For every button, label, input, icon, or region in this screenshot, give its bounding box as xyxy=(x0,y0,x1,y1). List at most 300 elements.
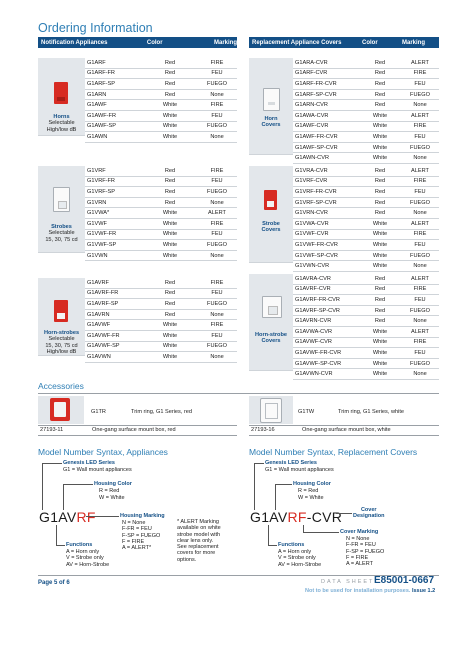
disclaimer: Not to be used for installation purposes. Issue 1.2 xyxy=(305,588,436,594)
cell-marking: FUEGO xyxy=(197,299,237,310)
accessory-g1tr xyxy=(38,396,237,424)
cell-marking: FEU xyxy=(401,348,439,359)
product-table xyxy=(85,166,237,261)
table-row xyxy=(293,197,439,208)
table-row xyxy=(293,218,439,229)
cell-marking: None xyxy=(401,100,439,111)
cell-marking: FIRE xyxy=(401,229,439,240)
cell-color: White xyxy=(143,320,197,331)
cell-model: G1AWF-FR-CVR xyxy=(293,132,359,143)
product-image-cell xyxy=(38,278,85,356)
table-row xyxy=(293,187,439,198)
table-row xyxy=(85,299,237,310)
cell-model: G1VWN-CVR xyxy=(293,261,359,272)
marking-label: Housing Marking xyxy=(120,513,165,519)
cell-color: White xyxy=(359,132,401,143)
cell-color: White xyxy=(359,348,401,359)
cell-model: G1ARF-CVR xyxy=(293,68,359,79)
document-number: E85001-0667 xyxy=(374,575,435,586)
cell-color: Red xyxy=(359,100,401,111)
cell-color: Red xyxy=(359,274,401,284)
cell-color: White xyxy=(143,100,197,111)
accessory-g1tw xyxy=(249,396,439,424)
cell-color: Red xyxy=(143,176,197,187)
cell-model: G1AVWF xyxy=(85,320,143,331)
cell-marking: None xyxy=(197,250,237,261)
cell-model: G1VWF-FR xyxy=(85,229,143,240)
table-row xyxy=(293,89,439,100)
product-image-cell xyxy=(249,274,293,371)
model-code-appliance: G1AVRF xyxy=(39,509,96,525)
cell-model: G1AVRF xyxy=(85,278,143,288)
cell-color: Red xyxy=(359,176,401,187)
product-group xyxy=(38,166,237,261)
cell-marking: FUEGO xyxy=(197,240,237,251)
cell-model: G1VWF xyxy=(85,218,143,229)
cell-marking: FIRE xyxy=(401,121,439,132)
cell-color: White xyxy=(359,229,401,240)
white-horn-cover-icon xyxy=(263,88,280,111)
cover-marking-label: Cover Marking xyxy=(340,529,379,535)
cell-color: Red xyxy=(143,68,197,79)
cell-model: G1AVRF-SP xyxy=(85,299,143,310)
cell-model: G1AVRF-CVR xyxy=(293,284,359,295)
accessory-model-2: 27193-16 xyxy=(251,427,275,433)
cell-model: G1AVWF-SP xyxy=(85,341,143,352)
cell-marking: FUEGO xyxy=(401,358,439,369)
group-label: Horn-strobes Selectable 15, 30, 75 cd High/low dB xyxy=(43,330,80,355)
cell-marking: FIRE xyxy=(197,58,237,68)
white-horn-strobe-cover-icon xyxy=(262,296,282,318)
table-row xyxy=(293,229,439,240)
cell-color: Red xyxy=(143,187,197,198)
cell-model: G1AWF-FR xyxy=(85,110,143,121)
cell-color: White xyxy=(359,153,401,164)
cell-model: G1ARN xyxy=(85,89,143,100)
cell-model: G1AWN xyxy=(85,132,143,143)
table-row xyxy=(293,100,439,111)
cell-color: Red xyxy=(143,299,197,310)
cell-marking: FUEGO xyxy=(401,305,439,316)
product-table xyxy=(293,166,439,272)
table-row xyxy=(293,250,439,261)
table-row xyxy=(85,132,237,143)
table-row xyxy=(85,166,237,176)
functions-lines: A = Horn only V = Strobe only AV = Horn-Strobe xyxy=(66,549,110,568)
cell-marking: ALERT xyxy=(401,218,439,229)
table-row xyxy=(85,229,237,240)
cell-model: G1AVRN xyxy=(85,309,143,320)
cell-marking: None xyxy=(197,132,237,143)
cell-marking: FEU xyxy=(197,176,237,187)
white-strobe-icon xyxy=(53,187,70,212)
cell-color: White xyxy=(359,218,401,229)
cell-model: G1AVRF-SP-CVR xyxy=(293,305,359,316)
product-group xyxy=(38,278,237,363)
cell-model: G1ARF-SP-CVR xyxy=(293,89,359,100)
table-row xyxy=(85,68,237,79)
cell-marking: FIRE xyxy=(401,68,439,79)
replacement-table xyxy=(249,37,439,48)
cell-color: White xyxy=(359,326,401,337)
table-row xyxy=(293,274,439,284)
accessory-model-2: 27193-11 xyxy=(40,427,64,433)
cell-model: G1AWN-CVR xyxy=(293,153,359,164)
cell-color: Red xyxy=(359,89,401,100)
functions-lines: A = Horn only V = Strobe only AV = Horn-Strobe xyxy=(278,549,322,568)
cell-marking: FUEGO xyxy=(197,341,237,352)
color-line-1: W = White xyxy=(298,495,324,501)
red-horn-strobe-icon xyxy=(54,300,68,322)
header-marking: Marking xyxy=(213,39,237,46)
cell-marking: FEU xyxy=(197,110,237,121)
cell-marking: None xyxy=(401,261,439,272)
cell-model: G1VWF-CVR xyxy=(293,229,359,240)
cell-marking: FEU xyxy=(401,79,439,90)
group-label: Horns Selectable High/low dB xyxy=(46,114,77,133)
cell-model: G1ARF-SP xyxy=(85,79,143,90)
syntax-appliances-heading: Model Number Syntax, Appliances xyxy=(38,447,168,457)
table-row xyxy=(293,153,439,164)
cell-marking: ALERT xyxy=(197,208,237,219)
color-line-0: R = Red xyxy=(298,488,319,494)
cell-marking: FUEGO xyxy=(401,250,439,261)
table-row xyxy=(85,121,237,132)
cell-marking: None xyxy=(401,369,439,380)
cell-model: G1ARN-CVR xyxy=(293,100,359,111)
cell-model: G1AVWF-FR xyxy=(85,330,143,341)
table-row xyxy=(85,89,237,100)
alert-note: * ALERT Marking available on white strobe model with clear lens only. See replacement covers for more options. xyxy=(177,519,221,563)
cell-marking: FEU xyxy=(401,132,439,143)
cell-model: G1AVRA-CVR xyxy=(293,274,359,284)
cell-marking: ALERT xyxy=(401,58,439,68)
accessory-desc: Trim ring, G1 Series, white xyxy=(338,409,405,415)
cell-marking: FIRE xyxy=(197,218,237,229)
cell-marking: None xyxy=(197,89,237,100)
product-group xyxy=(249,166,439,272)
cell-model: G1AWF xyxy=(85,100,143,111)
header-appliance: Notification Appliances xyxy=(41,39,108,46)
cell-model: G1AVWA-CVR xyxy=(293,326,359,337)
table-row xyxy=(85,330,237,341)
table-row xyxy=(293,369,439,380)
cell-marking: FEU xyxy=(401,187,439,198)
cell-marking: None xyxy=(401,153,439,164)
cell-marking: FUEGO xyxy=(197,121,237,132)
product-group xyxy=(249,58,439,164)
cell-color: White xyxy=(359,240,401,251)
color-line-0: R = Red xyxy=(99,488,120,494)
cell-model: G1VWF-SP-CVR xyxy=(293,250,359,261)
cell-color: Red xyxy=(143,79,197,90)
table-row xyxy=(293,358,439,369)
table-row xyxy=(293,176,439,187)
product-table xyxy=(85,58,237,143)
cell-color: Red xyxy=(359,79,401,90)
table-row xyxy=(293,121,439,132)
header-marking: Marking xyxy=(402,39,426,46)
cell-marking: FEU xyxy=(401,295,439,306)
cell-color: Red xyxy=(359,284,401,295)
cell-color: White xyxy=(359,369,401,380)
cell-color: Red xyxy=(143,278,197,288)
series-label: Genesis LED Series xyxy=(265,460,317,466)
table-row xyxy=(85,250,237,261)
table-row xyxy=(293,240,439,251)
table-row xyxy=(293,316,439,327)
cell-color: White xyxy=(143,240,197,251)
cell-model: G1VRF-FR-CVR xyxy=(293,187,359,198)
cell-model: G1AWF-SP xyxy=(85,121,143,132)
cell-color: Red xyxy=(359,68,401,79)
functions-label: Functions xyxy=(66,542,93,548)
table-row xyxy=(293,284,439,295)
cell-color: Red xyxy=(359,305,401,316)
cell-marking: ALERT xyxy=(401,326,439,337)
cell-color: White xyxy=(143,250,197,261)
cell-color: Red xyxy=(143,166,197,176)
accessory-model: G1TR xyxy=(91,409,106,415)
header-cover: Replacement Appliance Covers xyxy=(252,39,342,46)
table-row xyxy=(85,309,237,320)
accessory-desc-2: One-gang surface mount box, white xyxy=(302,427,391,433)
cell-model: G1VRN xyxy=(85,197,143,208)
cell-model: G1AVWF-CVR xyxy=(293,337,359,348)
cell-marking: None xyxy=(197,197,237,208)
color-line-1: W = White xyxy=(99,495,125,501)
cell-color: Red xyxy=(359,166,401,176)
cell-model: G1ARF xyxy=(85,58,143,68)
cell-color: White xyxy=(143,208,197,219)
cell-marking: FUEGO xyxy=(197,79,237,90)
table-row xyxy=(85,288,237,299)
red-strobe-cover-icon xyxy=(264,190,277,210)
product-table xyxy=(85,278,237,363)
data-sheet-label: DATA SHEET xyxy=(321,579,375,585)
table-row xyxy=(85,240,237,251)
cell-marking: FUEGO xyxy=(197,187,237,198)
table-row xyxy=(293,132,439,143)
trim-ring-red-image xyxy=(38,396,84,424)
table-row xyxy=(293,208,439,219)
table-row xyxy=(293,348,439,359)
table-row xyxy=(293,142,439,153)
cell-color: Red xyxy=(143,309,197,320)
cell-model: G1AWF-CVR xyxy=(293,121,359,132)
group-label: Strobes Selectable 15, 30, 75 cd xyxy=(45,224,78,243)
cell-color: Red xyxy=(359,295,401,306)
cell-color: White xyxy=(143,132,197,143)
table-row xyxy=(85,320,237,331)
product-group xyxy=(38,58,237,143)
cell-color: White xyxy=(143,341,197,352)
cell-color: Red xyxy=(359,208,401,219)
red-horn-icon xyxy=(54,82,68,104)
table-row xyxy=(85,341,237,352)
cell-marking: FIRE xyxy=(197,320,237,331)
table-row xyxy=(85,208,237,219)
cell-marking: FUEGO xyxy=(401,142,439,153)
cell-model: G1VRF-CVR xyxy=(293,176,359,187)
accessories-heading: Accessories xyxy=(38,381,84,391)
color-label: Housing Color xyxy=(293,481,331,487)
table-row xyxy=(293,305,439,316)
cell-model: G1AVWF-FR-CVR xyxy=(293,348,359,359)
cell-marking: FEU xyxy=(197,229,237,240)
cell-marking: FIRE xyxy=(401,284,439,295)
product-group xyxy=(249,274,439,380)
cell-color: White xyxy=(359,110,401,121)
cell-marking: FUEGO xyxy=(401,89,439,100)
table-row xyxy=(293,68,439,79)
cell-model: G1ARA-CVR xyxy=(293,58,359,68)
header-color: Color xyxy=(362,39,378,46)
color-label: Housing Color xyxy=(94,481,132,487)
cell-marking: None xyxy=(197,309,237,320)
table-row xyxy=(85,187,237,198)
cell-model: G1VWF-SP xyxy=(85,240,143,251)
table-row xyxy=(293,110,439,121)
cell-color: White xyxy=(143,352,197,363)
cell-color: White xyxy=(359,121,401,132)
cell-color: White xyxy=(359,337,401,348)
table-row xyxy=(85,218,237,229)
cell-model: G1AVRN-CVR xyxy=(293,316,359,327)
table-row xyxy=(293,337,439,348)
cell-color: Red xyxy=(143,197,197,208)
cell-model: G1AVRF-FR-CVR xyxy=(293,295,359,306)
cell-marking: None xyxy=(197,352,237,363)
product-image-cell xyxy=(38,58,85,136)
product-image-cell xyxy=(249,58,293,155)
cell-marking: ALERT xyxy=(401,274,439,284)
white-trim-ring-icon xyxy=(260,398,282,423)
cell-marking: FEU xyxy=(197,68,237,79)
cell-model: G1VWA* xyxy=(85,208,143,219)
accessory-desc-2: One-gang surface mount box, red xyxy=(92,427,176,433)
cell-marking: None xyxy=(401,208,439,219)
group-label: Strobe Covers xyxy=(261,221,281,234)
table-row xyxy=(293,295,439,306)
table-row xyxy=(293,261,439,272)
series-line: G1 = Wall mount appliances xyxy=(265,467,334,473)
cell-color: Red xyxy=(143,288,197,299)
page-title: Ordering Information xyxy=(38,21,153,35)
table-row xyxy=(85,278,237,288)
cell-marking: FIRE xyxy=(401,337,439,348)
table-row xyxy=(85,176,237,187)
product-image-cell xyxy=(249,166,293,263)
cell-color: Red xyxy=(359,197,401,208)
cell-marking: FEU xyxy=(197,288,237,299)
table-row xyxy=(85,58,237,68)
cell-color: White xyxy=(143,229,197,240)
accessory-model: G1TW xyxy=(298,409,315,415)
header-color: Color xyxy=(146,39,163,46)
red-trim-ring-icon xyxy=(50,398,70,421)
model-code-cover: G1AVRF-CVR xyxy=(250,509,343,525)
cell-marking: FEU xyxy=(401,240,439,251)
cell-marking: FIRE xyxy=(197,100,237,111)
cell-model: G1ARF-FR xyxy=(85,68,143,79)
cover-marking-lines: N = None F-FR = FEU F-SP = FUEGO F = FIRE A = ALERT xyxy=(346,536,385,568)
series-label: Genesis LED Series xyxy=(63,460,115,466)
page-number: Page 5 of 6 xyxy=(38,580,70,586)
cover-designation-label: Cover Designation xyxy=(353,507,385,520)
table-row xyxy=(85,352,237,363)
cell-marking: FUEGO xyxy=(401,197,439,208)
cell-model: G1VRF-FR xyxy=(85,176,143,187)
cell-model: G1AWA-CVR xyxy=(293,110,359,121)
table-row xyxy=(85,197,237,208)
cell-model: G1VRF-SP-CVR xyxy=(293,197,359,208)
table-row xyxy=(293,58,439,68)
cell-color: White xyxy=(359,142,401,153)
group-label: Horn-strobe Covers xyxy=(254,332,287,345)
cell-color: White xyxy=(143,121,197,132)
cell-color: Red xyxy=(359,187,401,198)
cell-model: G1VRF-SP xyxy=(85,187,143,198)
product-table xyxy=(293,58,439,164)
functions-label: Functions xyxy=(278,542,305,548)
cell-color: White xyxy=(143,218,197,229)
cell-color: Red xyxy=(359,58,401,68)
accessory-desc: Trim ring, G1 Series, red xyxy=(131,409,193,415)
table-row xyxy=(85,79,237,90)
notification-table xyxy=(38,37,237,48)
cell-marking: ALERT xyxy=(401,110,439,121)
table-row xyxy=(85,110,237,121)
cell-model: G1VWA-CVR xyxy=(293,218,359,229)
group-label: Horn Covers xyxy=(261,116,281,129)
cell-model: G1ARF-FR-CVR xyxy=(293,79,359,90)
cell-marking: None xyxy=(401,316,439,327)
series-line: G1 = Wall mount appliances xyxy=(63,467,132,473)
replacement-table-header xyxy=(249,37,439,48)
cell-model: G1VWF-FR-CVR xyxy=(293,240,359,251)
cell-color: White xyxy=(143,330,197,341)
cell-marking: FIRE xyxy=(197,278,237,288)
notification-table-header xyxy=(38,37,237,48)
product-table xyxy=(293,274,439,380)
marking-lines: N = None F-FR = FEU F-SP = FUEGO F = FIRE A = ALERT* xyxy=(122,520,161,552)
cell-color: White xyxy=(143,110,197,121)
product-image-cell xyxy=(38,166,85,253)
table-row xyxy=(293,166,439,176)
syntax-replacement-heading: Model Number Syntax, Replacement Covers xyxy=(249,447,418,457)
cell-model: G1VRN-CVR xyxy=(293,208,359,219)
cell-color: Red xyxy=(143,58,197,68)
cell-model: G1AVWN-CVR xyxy=(293,369,359,380)
cell-model: G1VWN xyxy=(85,250,143,261)
cell-color: White xyxy=(359,250,401,261)
cell-model: G1VRA-CVR xyxy=(293,166,359,176)
cell-model: G1AVRF-FR xyxy=(85,288,143,299)
cell-marking: ALERT xyxy=(401,166,439,176)
table-row xyxy=(293,79,439,90)
cell-model: G1AVWN xyxy=(85,352,143,363)
accessories-rule xyxy=(38,393,439,394)
cell-model: G1VRF xyxy=(85,166,143,176)
trim-ring-white-image xyxy=(249,396,293,424)
cell-marking: FEU xyxy=(197,330,237,341)
cell-color: Red xyxy=(359,316,401,327)
cell-color: Red xyxy=(143,89,197,100)
cell-model: G1AWF-SP-CVR xyxy=(293,142,359,153)
cell-model: G1AVWF-SP-CVR xyxy=(293,358,359,369)
table-row xyxy=(293,326,439,337)
